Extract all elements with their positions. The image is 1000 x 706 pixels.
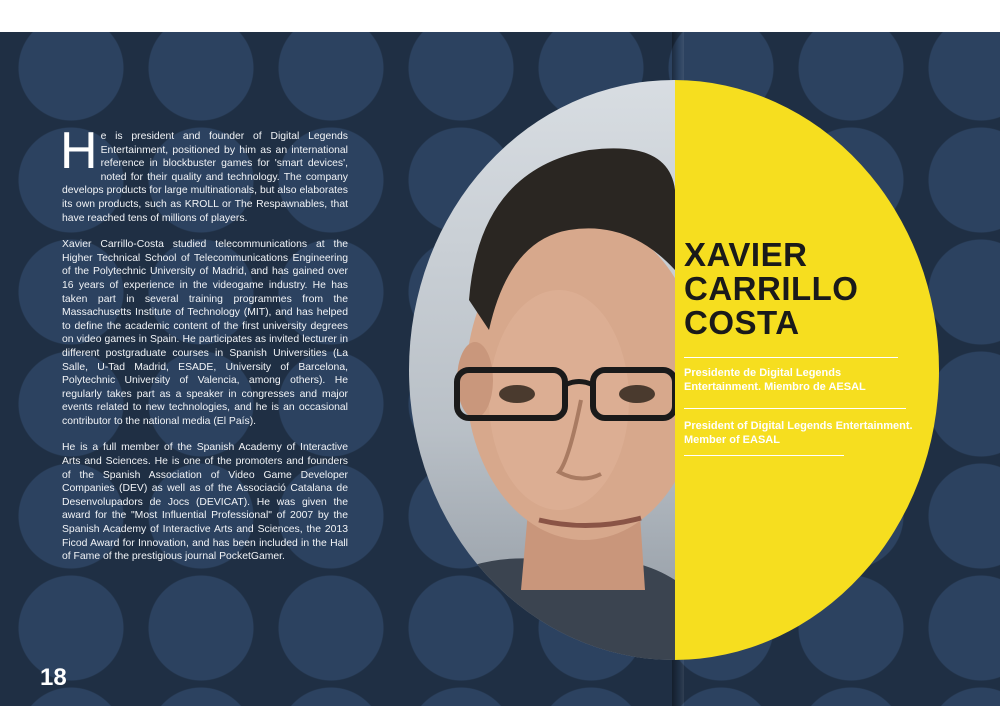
- bio-paragraph-3: He is a full member of the Spanish Academy of Interactive Arts and Sciences. He is one of the promoters and founders of the Spanish Association of Video Game Developer Companies (DEV) as well as of the Associació Catalana de Desenvolupadors de Jocs (DEVICAT). He was given the award for the "Most Influential Professional" of 2007 by the Spanish Academy of Interactive Arts and Sciences, the 2013 Ficod Award for Innovation, and has been included in the Hall of Fame of the prestigious journal PocketGamer.: [62, 442, 348, 563]
- role-english: President of Digital Legends Entertainment. Member of EASAL: [684, 420, 913, 446]
- name-line-middle: CARRILLO: [684, 270, 859, 307]
- bio-paragraph-2: Xavier Carrillo-Costa studied telecommunications at the Higher Technical School of Telecommunications Engineering of the Polytechnic University of Madrid, and has gained over 16 years of experience in the videogame industry. He has taken part in several training programmes from the Massachusetts Institute of Technology (MIT), and has helped to define the academic content of the first university degrees on video games in Spain. He participates as invited lecturer in different postgraduate courses in Spanish Universities (La Salle, U-Tad Madrid, ESADE, University of Barcelona, Polytechnic University of Valencia, among others). He regularly takes part as a speaker in congresses and major events related to new technologies, and he is an occasional contributor to the national media (El País).: [62, 239, 348, 427]
- role-spanish: Presidente de Digital Legends Entertainment. Miembro de AESAL: [684, 367, 866, 393]
- name-line-last: COSTA: [684, 304, 800, 341]
- person-name: [684, 238, 924, 340]
- bio-paragraph-1: [60, 122, 348, 225]
- divider-rule: [684, 357, 898, 358]
- name-line-first: XAVIER: [684, 236, 808, 273]
- bio-paragraph-1-text: e is president and founder of Digital Legends Entertainment, positioned by him as an international reference in blockbuster games for 'smart devices', noted for their quality and technology. The company develops products for large multinationals, but also elaborates its own products, such as KROLL or The Respawnables, that have reached tens of millions of players.: [62, 131, 348, 224]
- page-number: 18: [40, 664, 67, 691]
- drop-cap: H: [60, 122, 98, 180]
- biography-text: [60, 122, 348, 577]
- divider-rule: [684, 408, 906, 409]
- portrait-illustration: [409, 80, 675, 660]
- divider-rule: [684, 455, 844, 456]
- portrait-photo: [409, 80, 675, 660]
